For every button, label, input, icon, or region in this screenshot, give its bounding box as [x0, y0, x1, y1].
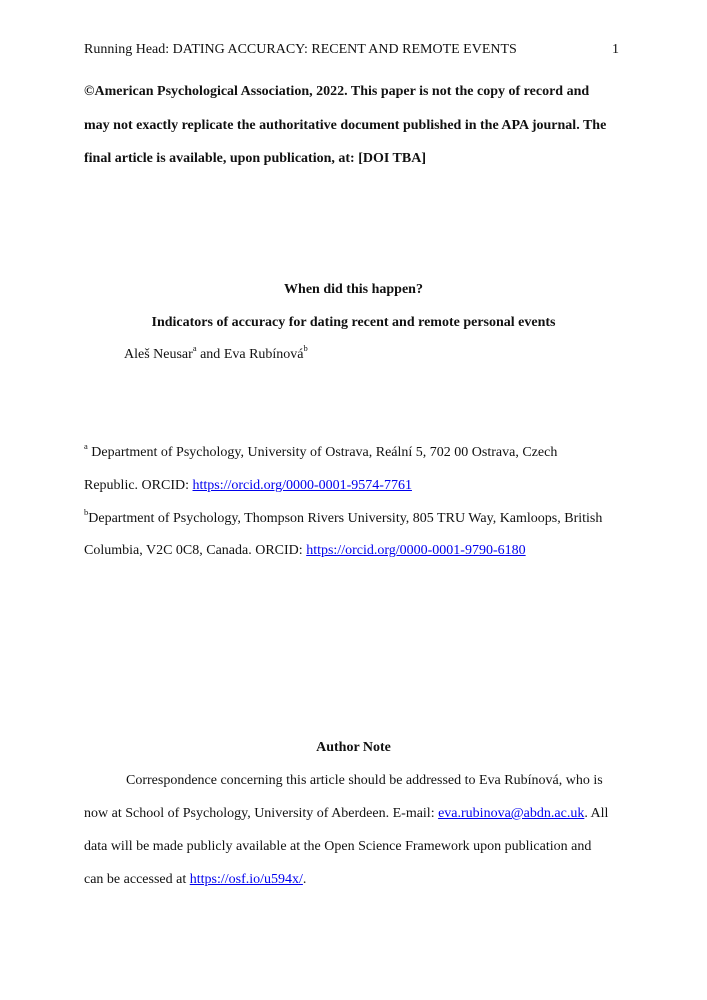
affiliation-b-orcid-prefix: Columbia, V2C 0C8, Canada. ORCID:	[84, 543, 307, 558]
author-note-line-2-suffix: . All	[584, 806, 609, 821]
author-2-affiliation-marker: b	[303, 343, 308, 354]
affiliation-a-orcid-prefix: Republic. ORCID:	[84, 478, 193, 493]
affiliation-a-line-1	[84, 441, 558, 461]
author-note-line-4	[84, 872, 306, 888]
author-note-heading: Author Note	[316, 740, 391, 755]
author-note-line-1: Correspondence concerning this article should be addressed to Eva Rubínová, who is	[126, 773, 603, 788]
affiliation-a-orcid-link[interactable]: https://orcid.org/0000-0001-9574-7761	[192, 478, 412, 493]
author-note-line-4-prefix: can be accessed at	[84, 872, 190, 887]
affiliation-a-marker: a	[84, 441, 88, 452]
copyright-line-3: final article is available, upon publication, at: [DOI TBA]	[84, 151, 426, 166]
running-head: Running Head: DATING ACCURACY: RECENT AND REMOTE EVENTS	[84, 42, 517, 57]
copyright-line-1: ©American Psychological Association, 2022. This paper is not the copy of record and	[84, 84, 590, 99]
paper-subtitle: Indicators of accuracy for dating recent and remote personal events	[151, 315, 556, 330]
page-number: 1	[612, 42, 619, 57]
correspondence-email-link[interactable]: eva.rubinova@abdn.ac.uk	[438, 806, 585, 821]
copyright-line-2: may not exactly replicate the authoritative document published in the APA journal. The	[84, 118, 607, 133]
affiliation-b-marker: b	[84, 507, 89, 518]
affiliation-b-orcid-link[interactable]: https://orcid.org/0000-0001-9790-6180	[306, 543, 526, 558]
osf-link[interactable]: https://osf.io/u594x/	[189, 872, 303, 887]
author-note-line-4-suffix: .	[302, 872, 307, 887]
affiliation-b-line-1	[84, 507, 603, 527]
author-conjunction: and	[196, 347, 224, 362]
affiliation-a-line-2	[84, 478, 412, 494]
affiliation-a-text: Department of Psychology, University of Ostrava, Reální 5, 702 00 Ostrava, Czech	[87, 445, 558, 460]
affiliation-b-text: Department of Psychology, Thompson Rivers University, 805 TRU Way, Kamloops, British	[88, 511, 603, 526]
affiliation-b-line-2	[84, 543, 526, 559]
author-line	[124, 343, 308, 363]
paper-title: When did this happen?	[284, 282, 423, 297]
author-1-name: Aleš Neusar	[124, 347, 193, 362]
author-note-line-2-prefix: now at School of Psychology, University of Aberdeen. E-mail:	[84, 806, 439, 821]
author-note-line-2	[84, 806, 608, 822]
author-1-affiliation-marker: a	[192, 343, 197, 354]
author-2-name: Eva Rubínová	[223, 347, 304, 362]
author-note-line-3: data will be made publicly available at the Open Science Framework upon publication and	[84, 839, 592, 854]
